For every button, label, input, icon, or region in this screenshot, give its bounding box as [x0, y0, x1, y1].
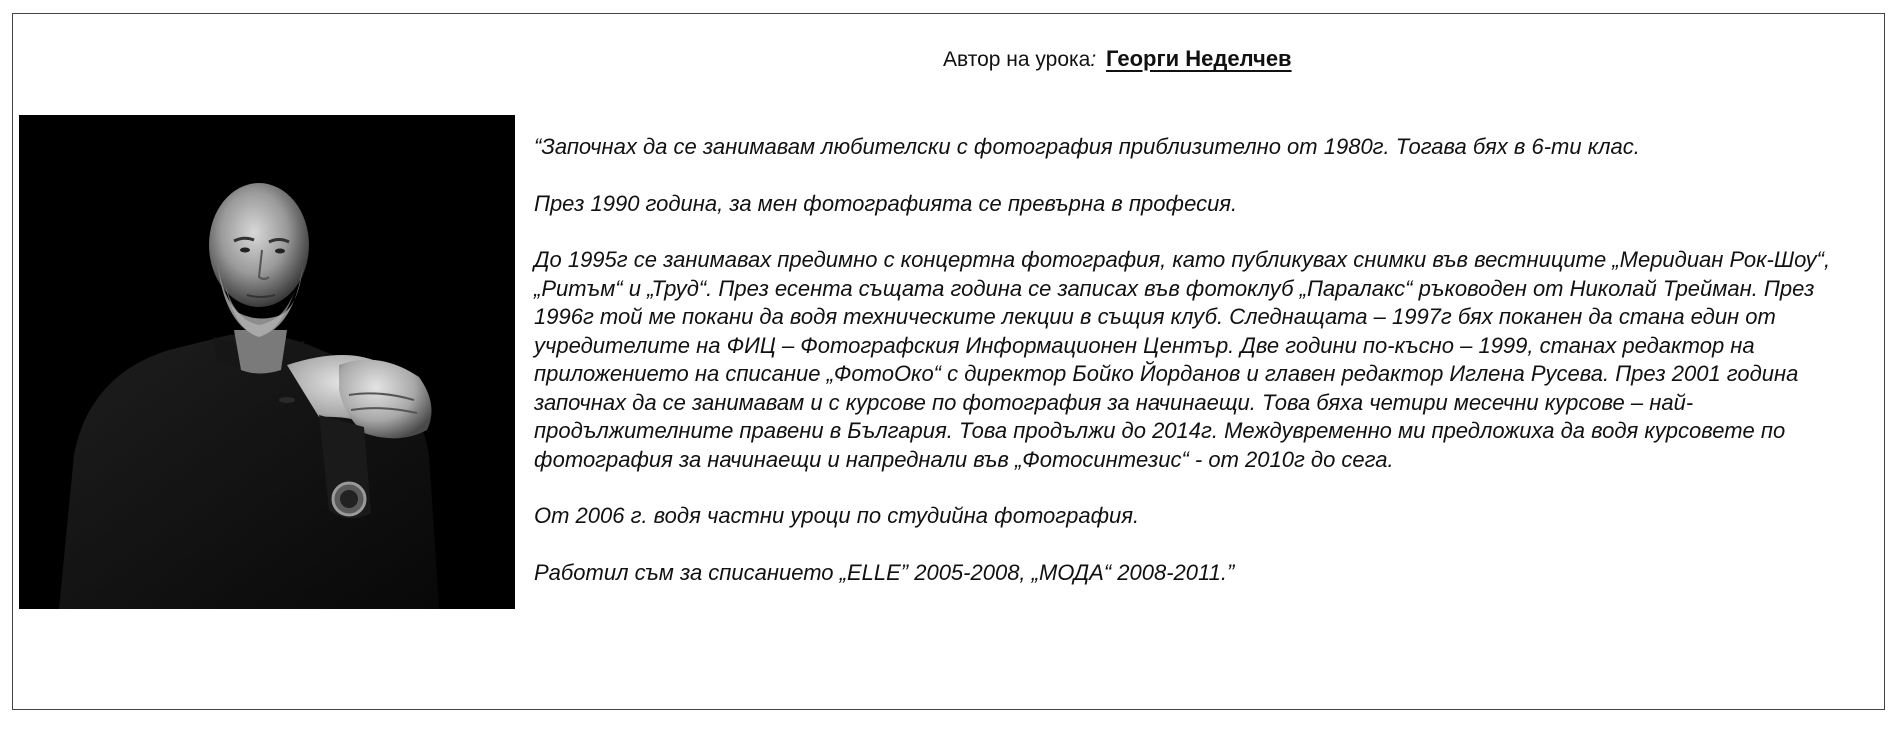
bio-paragraph-2: През 1990 година, за мен фотографията се превърна в професия. [534, 190, 1238, 216]
author-portrait-photo [19, 115, 515, 609]
author-label: Автор на урока [943, 48, 1091, 71]
bio-paragraph-4: От 2006 г. водя частни уроци по студийна фотография. [534, 503, 1140, 528]
bio-paragraph-5: Работил съм за списанието „ELLE” 2005-2008, „МОДА“ 2008-2011.” [534, 559, 1235, 585]
author-label-colon: : [1090, 48, 1097, 71]
author-bio [534, 133, 1874, 615]
portrait-photo-icon [19, 115, 515, 609]
bio-paragraph-1: “Започнах да се занимавам любителски с фотография приблизително от 1980г. Тогава бях в 6-ти клас. [534, 134, 1640, 159]
bio-paragraph-3: До 1995г се занимавах предимно с концертна фотография, като публикувах снимки във вестниците „Меридиан Рок-Шоу“, „Ритъм“ и „Труд“. През есента същата година се записах във фотоклуб „Паралакс“ ръководен от Николай Трейман. През 1996г той ме покани да водя техническите лекции в същия клуб. Следнащата – 1997г бях поканен да стана един от учредителите на ФИЦ – Фотографския Информационен Център. Две години по-късно – 1999, станах редактор на приложението на списание „ФотоОко“ с директор Бойко Йорданов и главен редактор Иглена Русева. През 2001 година започнах да се занимавам и с курсове по фотография за начинаещи. Това бяха четири месечни курсове – най-продължителните правени в България. Това продължи до 2014г. Междувременно ми предложиха да водя курсовете по фотография за начинаещи и напреднали във „Фотосинтезис“ - от 2010г до сега. [534, 247, 1831, 472]
author-name: Георги Неделчев [1106, 46, 1292, 71]
author-line [943, 46, 1292, 73]
